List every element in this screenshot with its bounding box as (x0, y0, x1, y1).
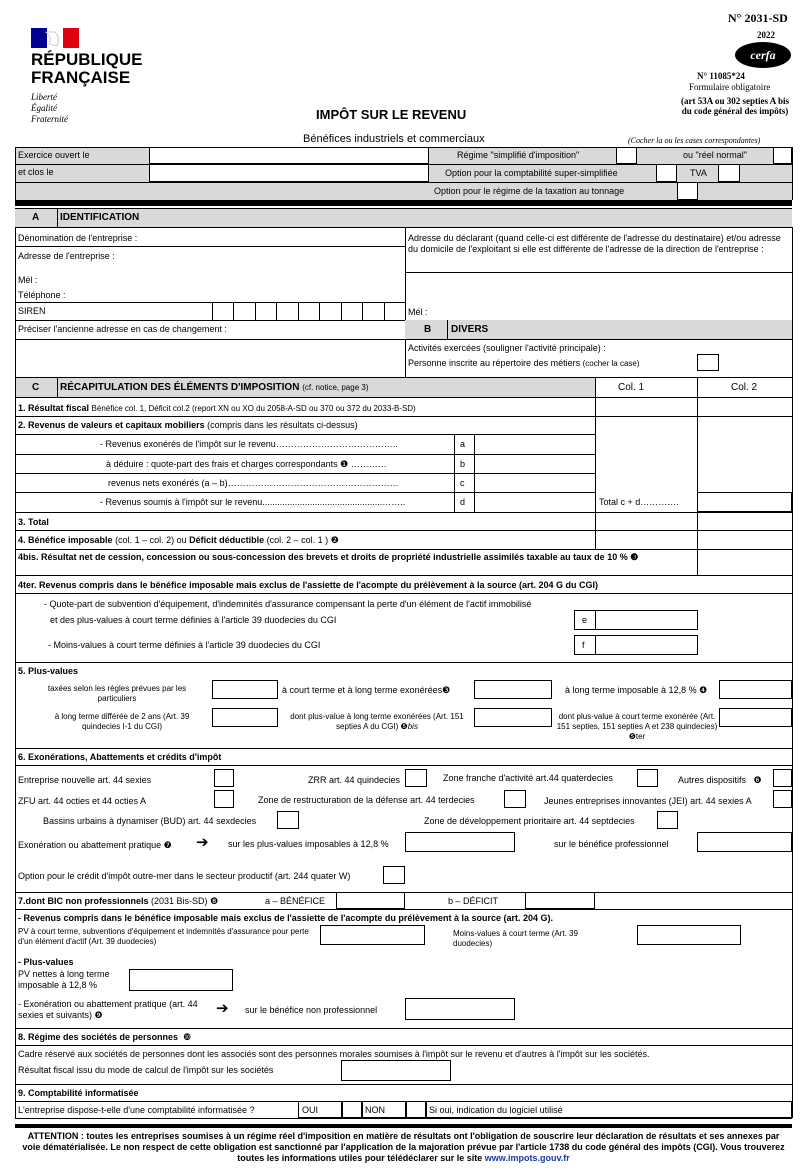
reel-normal-label: ou "réel normal" (683, 150, 747, 160)
letter-f: f (582, 640, 585, 650)
total-cd-label: Total c + d…………. (599, 497, 679, 507)
form-number: N° 2031-SD (728, 11, 788, 25)
r2a-label: - Revenus exonérés de l'impôt sur le revenu………………………………….. (100, 439, 398, 449)
r9-a-label: L'entreprise dispose-t-elle d'une comptabilité informatisée ? (18, 1105, 255, 1115)
letter-d: d (460, 497, 466, 507)
r2b-label: à déduire : quote-part des frais et charges correspondants ❶ ………… (106, 459, 387, 469)
r4ter-b-label: et des plus-values à court terme définies à l'article 39 duodecies du CGI (50, 615, 337, 625)
letter-c: c (460, 478, 465, 488)
r4bis-label: 4bis. Résultat net de cession, concession ou sous-concession des brevets et droits de propriété industrielle assimilés taxable au taux de 10 % ❸ (18, 552, 639, 562)
r7-pv-label: PV à court terme, subventions d'équipement et indemnités d'assurance pour perte d'un élément d'actif (Art. 39 duodecies) (18, 927, 309, 946)
r7-b-label: b – DÉFICIT (448, 896, 499, 906)
pv5-input[interactable] (474, 708, 552, 727)
r4ter-a-label: - Quote-part de subvention d'équipement, d'indemnités d'assurance compensant la perte d'un élément de l'actif immobilisé (44, 599, 532, 609)
pv2-input[interactable] (474, 680, 552, 699)
pv1-label: taxées selon les règles prévues par les particuliers (47, 684, 187, 703)
mel2-label: Mél : (408, 307, 428, 317)
ex6-label: Zone de restructuration de la défense art. 44 terdecies (258, 795, 475, 805)
r3-label: 3. Total (18, 517, 49, 527)
pv2-label: à court terme et à long terme exonérées❸ (282, 685, 451, 695)
tonnage-checkbox[interactable] (677, 182, 698, 200)
adresse-label: Adresse de l'entreprise : (18, 251, 115, 261)
arrow-right-icon-2: ➔ (216, 1000, 229, 1017)
r7-b-input[interactable] (525, 892, 595, 909)
article-ref: (art 53A ou 302 septies A bis du code général des impôts) (680, 96, 789, 116)
r1-label: 1. Résultat fiscal Bénéfice col. 1, Déficit col.2 (report XN ou XO du 2058-A-SD ou 370 ou 372 du 2033-B-SD) (18, 403, 416, 413)
r7-label: 7.dont BIC non professionnels (2031 Bis-SD) ❽ (18, 896, 219, 906)
clos-le-input[interactable] (149, 164, 429, 182)
r8-a-label: Cadre réservé aux sociétés de personnes dont les associés sont des personnes morales soumises à l'impôt sur le revenu et d'autres à l'impôt sur les sociétés. (18, 1049, 650, 1059)
super-simplifiee-label: Option pour la comptabilité super-simplifiée (445, 168, 618, 178)
r4-label: 4. Bénéfice imposable (col. 1 – col. 2) ou Déficit déductible (col. 2 – col. 1 ) ❷ (18, 535, 339, 545)
tva-checkbox[interactable] (718, 164, 740, 182)
logo-line1: RÉPUBLIQUE (31, 50, 143, 69)
ex1-label: Entreprise nouvelle art. 44 sexies (18, 775, 152, 785)
r7-plus-label: - Plus-values (18, 957, 74, 967)
exercice-ouvert-input[interactable] (149, 147, 429, 164)
letter-e: e (582, 615, 588, 625)
r4ter-c-label: - Moins-values à court terme définies à l'article 39 duodecies du CGI (48, 640, 321, 650)
r7-mv-input[interactable] (637, 925, 741, 945)
page-subtitle: Bénéfices industriels et commerciaux (303, 133, 485, 145)
super-simplifiee-checkbox[interactable] (656, 164, 677, 182)
ex8-checkbox[interactable] (277, 811, 299, 829)
r4ter-label: 4ter. Revenus compris dans le bénéfice imposable mais exclus de l'assiette de l'acompte du prélèvement à la source (art. 204 G du CGI) (18, 580, 598, 590)
mel-label: Mél : (18, 275, 38, 285)
exercice-label: Exercice ouvert le (18, 150, 90, 160)
motto-liberte: Liberté (31, 92, 57, 102)
section-b-title: DIVERS (451, 324, 489, 335)
oui-checkbox[interactable] (342, 1101, 362, 1118)
r8-label: 8. Régime des sociétés de personnes ❿ (18, 1032, 192, 1042)
ex5-checkbox[interactable] (214, 790, 234, 808)
pv4-input[interactable] (212, 708, 278, 727)
section-a-letter: A (32, 212, 40, 223)
letter-f-box (574, 635, 596, 655)
regime-simplifie-checkbox[interactable] (616, 147, 637, 164)
footer-attention: ATTENTION : toutes les entreprises soumises à un régime réel d'imposition en matière de résultats ont l'obligation de souscrire leur déclaration de résultats et ses annexes par voie dématérialisée. Le non respect de cette obligation est sanctionné par l'application de la majoration prévue par l'article 1738 du code général des impôts (CGI). Vous trouverez toutes les informations utiles pour télédéclarer sur le site www.impots.gouv.fr (22, 1131, 785, 1163)
arrow-right-icon: ➔ (196, 834, 209, 851)
ex9-checkbox[interactable] (657, 811, 678, 829)
non-label: NON (365, 1105, 385, 1115)
motto-egalite: Égalité (31, 103, 57, 113)
pv6-label: dont plus-value à court terme exonérée (Art. 151 septies, 151 septies A et 238 quindecies) ❺ter (556, 712, 718, 741)
ex4-checkbox[interactable] (773, 769, 792, 787)
r7-pv-input[interactable] (320, 925, 425, 945)
ex7-label: Jeunes entreprises innovantes (JEI) art. 44 sexies A (544, 796, 752, 806)
section-c-title: RÉCAPITULATION DES ÉLÉMENTS D'IMPOSITION (cf. notice, page 3) (60, 382, 369, 393)
telephone-label: Téléphone : (18, 290, 66, 300)
total-cd-col2-input[interactable] (697, 492, 792, 512)
ex12-input[interactable] (697, 832, 792, 852)
oui-label: OUI (302, 1105, 319, 1115)
marianne-logo (31, 28, 79, 48)
r8-b-label: Résultat fiscal issu du mode de calcul de l'impôt sur les sociétés (18, 1065, 274, 1075)
regime-simplifie-label: Régime "simplifié d'imposition" (457, 150, 580, 160)
footer-site-link[interactable]: www.impots.gouv.fr (484, 1153, 570, 1163)
tonnage-label: Option pour le régime de la taxation au tonnage (434, 186, 625, 196)
activites-label: Activités exercées (souligner l'activité principale) : (408, 343, 606, 353)
r4ter-f-input[interactable] (595, 635, 698, 655)
clos-label: et clos le (18, 167, 54, 177)
pv6-input[interactable] (719, 708, 792, 727)
page-title: IMPÔT SUR LE REVENU (316, 107, 467, 122)
ex10-label: Exonération ou abattement pratique ❼ (18, 840, 172, 850)
ex6-checkbox[interactable] (504, 790, 526, 808)
ex3-label: Zone franche d'activité art.44 quaterdecies (443, 773, 613, 783)
ex2-label: ZRR art. 44 quindecies (308, 775, 401, 785)
ex7-checkbox[interactable] (773, 790, 792, 808)
pv3-input[interactable] (719, 680, 792, 699)
r9-label: 9. Comptabilité informatisée (18, 1088, 139, 1098)
non-checkbox[interactable] (406, 1101, 426, 1118)
r7-a-label: a – BÉNÉFICE (265, 896, 326, 906)
repertoire-checkbox[interactable] (697, 354, 719, 371)
ex5-label: ZFU art. 44 octies et 44 octies A (18, 796, 147, 806)
ex11-label: sur les plus-values imposables à 12,8 % (228, 839, 389, 849)
ex13-checkbox[interactable] (383, 866, 405, 884)
r2-label: 2. Revenus de valeurs et capitaux mobiliers (compris dans les résultats ci-dessus) (18, 420, 358, 430)
r7-a-input[interactable] (336, 892, 405, 909)
ex12-label: sur le bénéfice professionnel (554, 839, 669, 849)
r5-label: 5. Plus-values (18, 666, 79, 676)
col2-header: Col. 2 (731, 382, 758, 393)
r7-exo2-input[interactable] (405, 998, 515, 1020)
ex13-label: Option pour le crédit d'impôt outre-mer dans le secteur productif (art. 244 quater W) (18, 871, 351, 881)
check-note: (Cocher la ou les cases correspondantes) (628, 136, 761, 145)
tva-label: TVA (690, 168, 707, 178)
letter-b: b (460, 459, 466, 469)
r7-exo-label: - Exonération ou abattement pratique (art. 44 sexies et suivants) ❾ (18, 999, 198, 1020)
logiciel-label: Si oui, indication du logiciel utilisé (429, 1105, 563, 1115)
ex8-label: Bassins urbains à dynamiser (BUD) art. 44 sexdecies (43, 816, 257, 826)
ex1-checkbox[interactable] (214, 769, 234, 787)
siren-input[interactable] (212, 302, 405, 320)
section-c-letter: C (32, 382, 40, 393)
cerfa-logo: cerfa (735, 42, 791, 68)
siren-label: SIREN (18, 306, 46, 316)
r8-input[interactable] (341, 1060, 451, 1081)
reel-normal-checkbox[interactable] (773, 147, 792, 164)
r7-rev-label: - Revenus compris dans le bénéfice imposable mais exclus de l'assiette de l'acompte du prélèvement à la source (art. 204 G). (18, 913, 553, 923)
ex9-label: Zone de développement prioritaire art. 44 septdecies (424, 816, 635, 826)
adresse-declarant-label: Adresse du déclarant (quand celle-ci est différente de l'adresse du destinataire) et/ou adresse du domicile de l'exploitant si elle est différente de l'adresse de la direction de l'entreprise : (408, 233, 781, 254)
ex2-checkbox[interactable] (405, 769, 427, 787)
ex4-label: Autres dispositifs ❻ (678, 775, 762, 785)
pv4-label: à long terme différée de 2 ans (Art. 39 quindecies I-1 du CGI) (54, 712, 190, 731)
r4ter-e-input[interactable] (595, 610, 698, 630)
r6-label: 6. Exonérations, Abattements et crédits d'impôt (18, 752, 222, 762)
r7-mv-label: Moins-values à court terme (Art. 39 duodecies) (453, 929, 578, 948)
r2d-label: - Revenus soumis à l'impôt sur le revenu................................................…….. (100, 497, 406, 507)
pv1-input[interactable] (212, 680, 278, 699)
r7-pvn-label: PV nettes à long terme imposable à 12,8 % (18, 969, 110, 990)
denomination-label: Dénomination de l'entreprise : (18, 233, 138, 243)
col1-header: Col. 1 (618, 382, 645, 393)
r2c-label: revenus nets exonérés (a – b)………………………………………………… (108, 478, 399, 488)
ex3-checkbox[interactable] (637, 769, 658, 787)
repertoire-label: Personne inscrite au répertoire des métiers (cocher la case) (408, 358, 640, 368)
motto-fraternite: Fraternité (31, 114, 68, 124)
section-b-letter: B (424, 324, 432, 335)
r7-pvn-input[interactable] (129, 969, 233, 991)
form-year: 2022 (757, 30, 775, 40)
pv5-label: dont plus-value à long terme exonérées (Art. 151 septies A du CGI) ❺bis (290, 712, 464, 731)
r7-exo2-label: sur le bénéfice non professionnel (245, 1005, 378, 1015)
ancienne-adresse-label: Préciser l'ancienne adresse en cas de changement : (18, 324, 227, 334)
cerfa-number: N° 11085*24 (697, 71, 745, 81)
section-a-title: IDENTIFICATION (60, 212, 140, 223)
letter-a: a (460, 439, 466, 449)
ex11-input[interactable] (405, 832, 515, 852)
mandatory-label: Formulaire obligatoire (689, 82, 771, 92)
logo-line2: FRANÇAISE (31, 68, 131, 87)
pv3-label: à long terme imposable à 12,8 % ❹ (565, 685, 708, 695)
